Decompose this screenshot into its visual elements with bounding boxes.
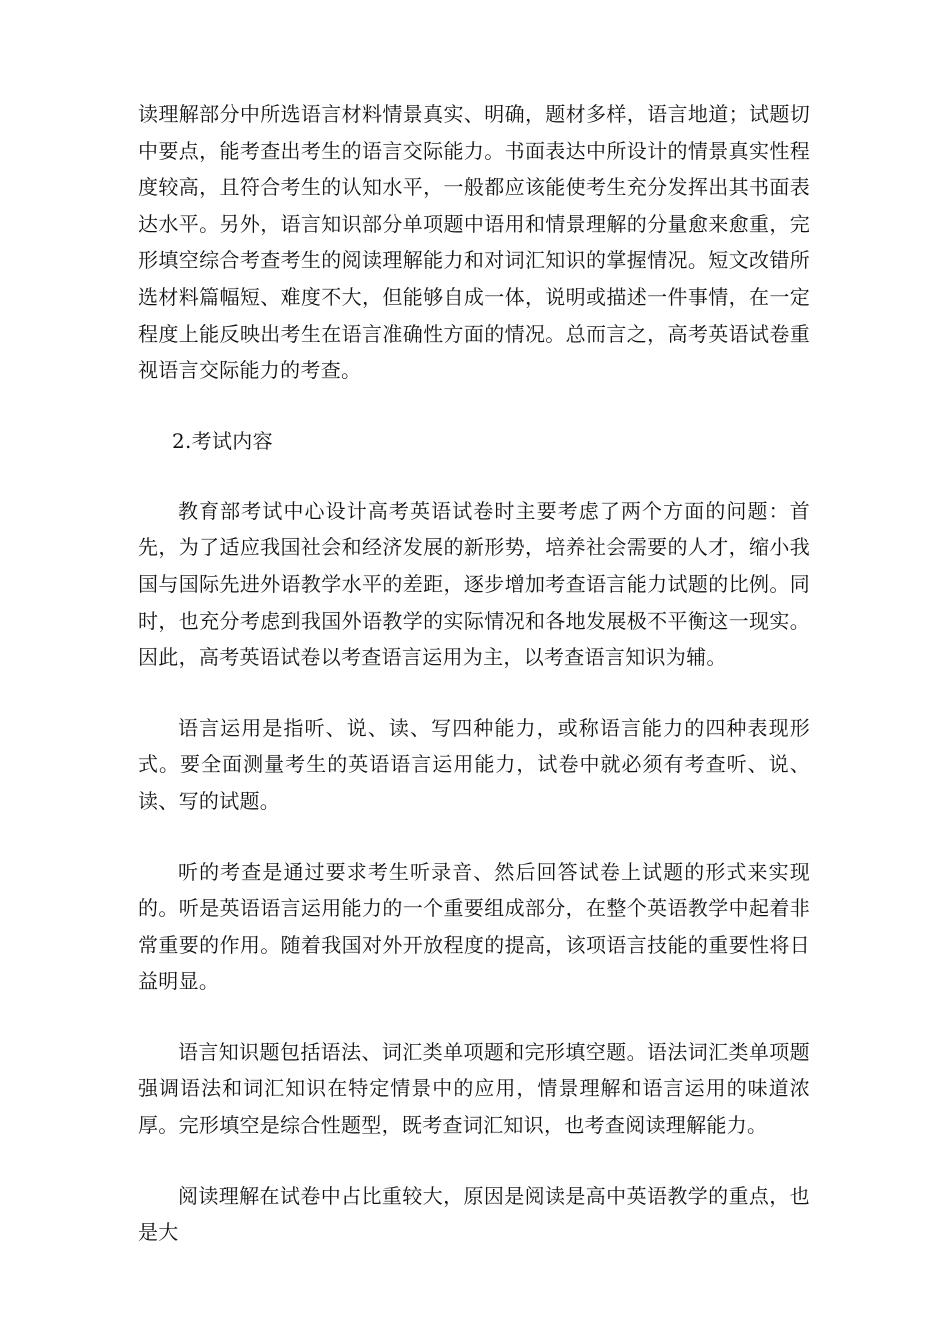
paragraph-reading-comprehension-summary: 读理解部分中所选语言材料情景真实、明确，题材多样，语言地道；试题切中要点，能考查出考生的语言交际能力。书面表达中所设计的情景真实性程度较高，且符合考生的认知水平，一般都应该能使考生充分发挥出其书面表达水平。另外，语言知识部分单项题中语用和情景理解的分量愈来愈重，完形填空综合考查考生的阅读理解能力和对词汇知识的掌握情况。短文改错所选材料篇幅短、难度不大，但能够自成一体，说明或描述一件事情，在一定程度上能反映出考生在语言准确性方面的情况。总而言之，高考英语试卷重视语言交际能力的考查。	[138, 102, 810, 383]
paragraph-reading-weight: 阅读理解在试卷中占比重较大，原因是阅读是高中英语教学的重点，也是大	[138, 1183, 810, 1245]
paragraph-exam-design: 教育部考试中心设计高考英语试卷时主要考虑了两个方面的问题：首先，为了适应我国社会和经济发展的新形势，培养社会需要的人才，缩小我国与国际先进外语教学水平的差距，逐步增加考查语言能力试题的比例。同时，也充分考虑到我国外语教学的实际情况和各地发展极不平衡这一现实。因此，高考英语试卷以考查语言运用为主，以考查语言知识为辅。	[138, 498, 810, 670]
document-page	[138, 96, 810, 1251]
paragraph-language-use: 语言运用是指听、说、读、写四种能力，或称语言能力的四种表现形式。要全面测量考生的英语语言运用能力，试卷中就必须有考查听、说、读、写的试题。	[138, 715, 810, 813]
paragraph-language-knowledge: 语言知识题包括语法、词汇类单项题和完形填空题。语法词汇类单项题强调语法和词汇知识在特定情景中的应用，情景理解和语言运用的味道浓厚。完形填空是综合性题型，既考查词汇知识，也考查阅读理解能力。	[138, 1039, 810, 1138]
paragraph-listening: 听的考查是通过要求考生听录音、然后回答试卷上试题的形式来实现的。听是英语语言运用能力的一个重要组成部分，在整个英语教学中起着非常重要的作用。随着我国对外开放程度的提高，该项语言技能的重要性将日益明显。	[138, 859, 810, 994]
section-heading-exam-content: 2.考试内容	[172, 428, 273, 453]
